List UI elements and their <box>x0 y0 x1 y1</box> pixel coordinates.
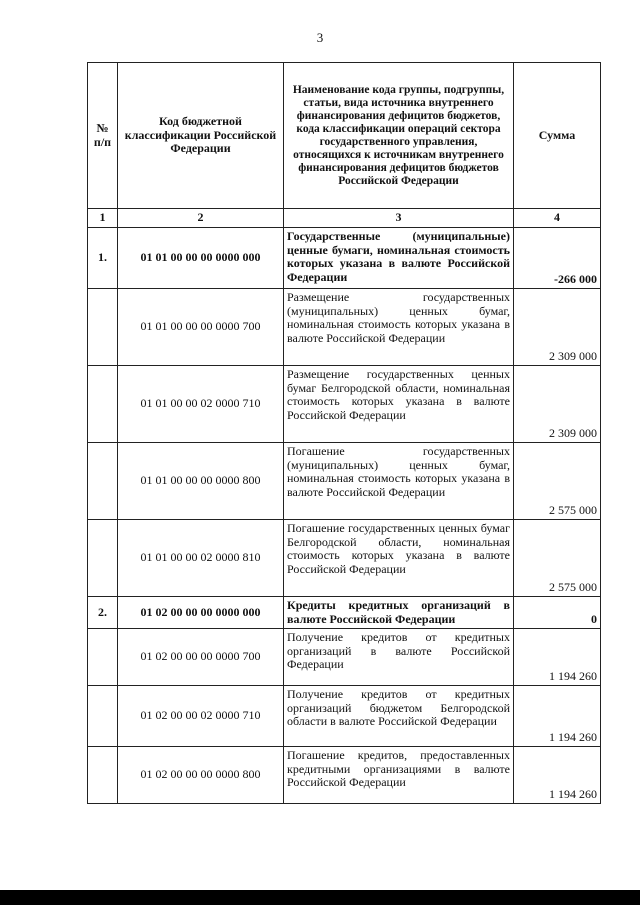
row-name: Получение кредитов от кредитных организаций в валюте Российской Федерации <box>284 629 514 686</box>
table-row <box>88 629 601 686</box>
scan-bottom-edge <box>0 890 640 905</box>
table-row <box>88 747 601 804</box>
row-index <box>88 520 118 597</box>
row-code: 01 01 00 00 00 0000 800 <box>118 443 284 520</box>
row-index <box>88 686 118 747</box>
row-code: 01 02 00 00 00 0000 800 <box>118 747 284 804</box>
row-index <box>88 289 118 366</box>
column-number: 1 <box>88 209 118 228</box>
column-number: 2 <box>118 209 284 228</box>
row-code: 01 01 00 00 02 0000 810 <box>118 520 284 597</box>
header-code: Код бюджетной классификации Российской Федерации <box>118 63 284 209</box>
column-number: 4 <box>514 209 601 228</box>
row-amount: 2 309 000 <box>514 289 601 366</box>
table-row <box>88 289 601 366</box>
table-row <box>88 597 601 629</box>
header-index: № п/п <box>88 63 118 209</box>
row-code: 01 01 00 00 00 0000 700 <box>118 289 284 366</box>
table-row <box>88 443 601 520</box>
row-name: Получение кредитов от кредитных организаций бюджетом Белгородской области в валюте Российской Федерации <box>284 686 514 747</box>
header-amount: Сумма <box>514 63 601 209</box>
row-index: 2. <box>88 597 118 629</box>
page-number: 3 <box>316 30 324 45</box>
table-header-row <box>88 63 601 209</box>
row-index <box>88 747 118 804</box>
row-name: Размещение государственных ценных бумаг Белгородской области, номинальная стоимость которых указана в валюте Российской Федерации <box>284 366 514 443</box>
row-index <box>88 443 118 520</box>
row-amount: 2 575 000 <box>514 520 601 597</box>
row-amount: 2 575 000 <box>514 443 601 520</box>
table-row <box>88 228 601 289</box>
column-number-row <box>88 209 601 228</box>
row-amount: -266 000 <box>514 228 601 289</box>
row-index: 1. <box>88 228 118 289</box>
row-name: Размещение государственных (муниципальных) ценных бумаг, номинальная стоимость которых указана в валюте Российской Федерации <box>284 289 514 366</box>
column-number: 3 <box>284 209 514 228</box>
row-name: Погашение государственных (муниципальных) ценных бумаг, номинальная стоимость которых указана в валюте Российской Федерации <box>284 443 514 520</box>
table-row <box>88 520 601 597</box>
row-code: 01 02 00 00 00 0000 000 <box>118 597 284 629</box>
row-index <box>88 629 118 686</box>
header-name: Наименование кода группы, подгруппы, статьи, вида источника внутреннего финансирования дефицитов бюджетов, кода классификации операций сектора государственного управления, относящихся к источникам внутреннего финансирования дефицитов бюджетов Российской Федерации <box>284 63 514 209</box>
budget-sources-table <box>87 62 601 804</box>
row-amount: 1 194 260 <box>514 747 601 804</box>
table-row <box>88 686 601 747</box>
row-name: Кредиты кредитных организаций в валюте Российской Федерации <box>284 597 514 629</box>
row-amount: 0 <box>514 597 601 629</box>
row-code: 01 02 00 00 00 0000 700 <box>118 629 284 686</box>
row-amount: 1 194 260 <box>514 686 601 747</box>
row-name: Погашение государственных ценных бумаг Белгородской области, номинальная стоимость которых указана в валюте Российской Федерации <box>284 520 514 597</box>
row-code: 01 01 00 00 00 0000 000 <box>118 228 284 289</box>
row-name: Государственные (муниципальные) ценные бумаги, номинальная стоимость которых указана в валюте Российской Федерации <box>284 228 514 289</box>
row-name: Погашение кредитов, предоставленных кредитными организациями в валюте Российской Федерации <box>284 747 514 804</box>
row-code: 01 02 00 00 02 0000 710 <box>118 686 284 747</box>
row-code: 01 01 00 00 02 0000 710 <box>118 366 284 443</box>
row-amount: 1 194 260 <box>514 629 601 686</box>
row-index <box>88 366 118 443</box>
table-row <box>88 366 601 443</box>
row-amount: 2 309 000 <box>514 366 601 443</box>
